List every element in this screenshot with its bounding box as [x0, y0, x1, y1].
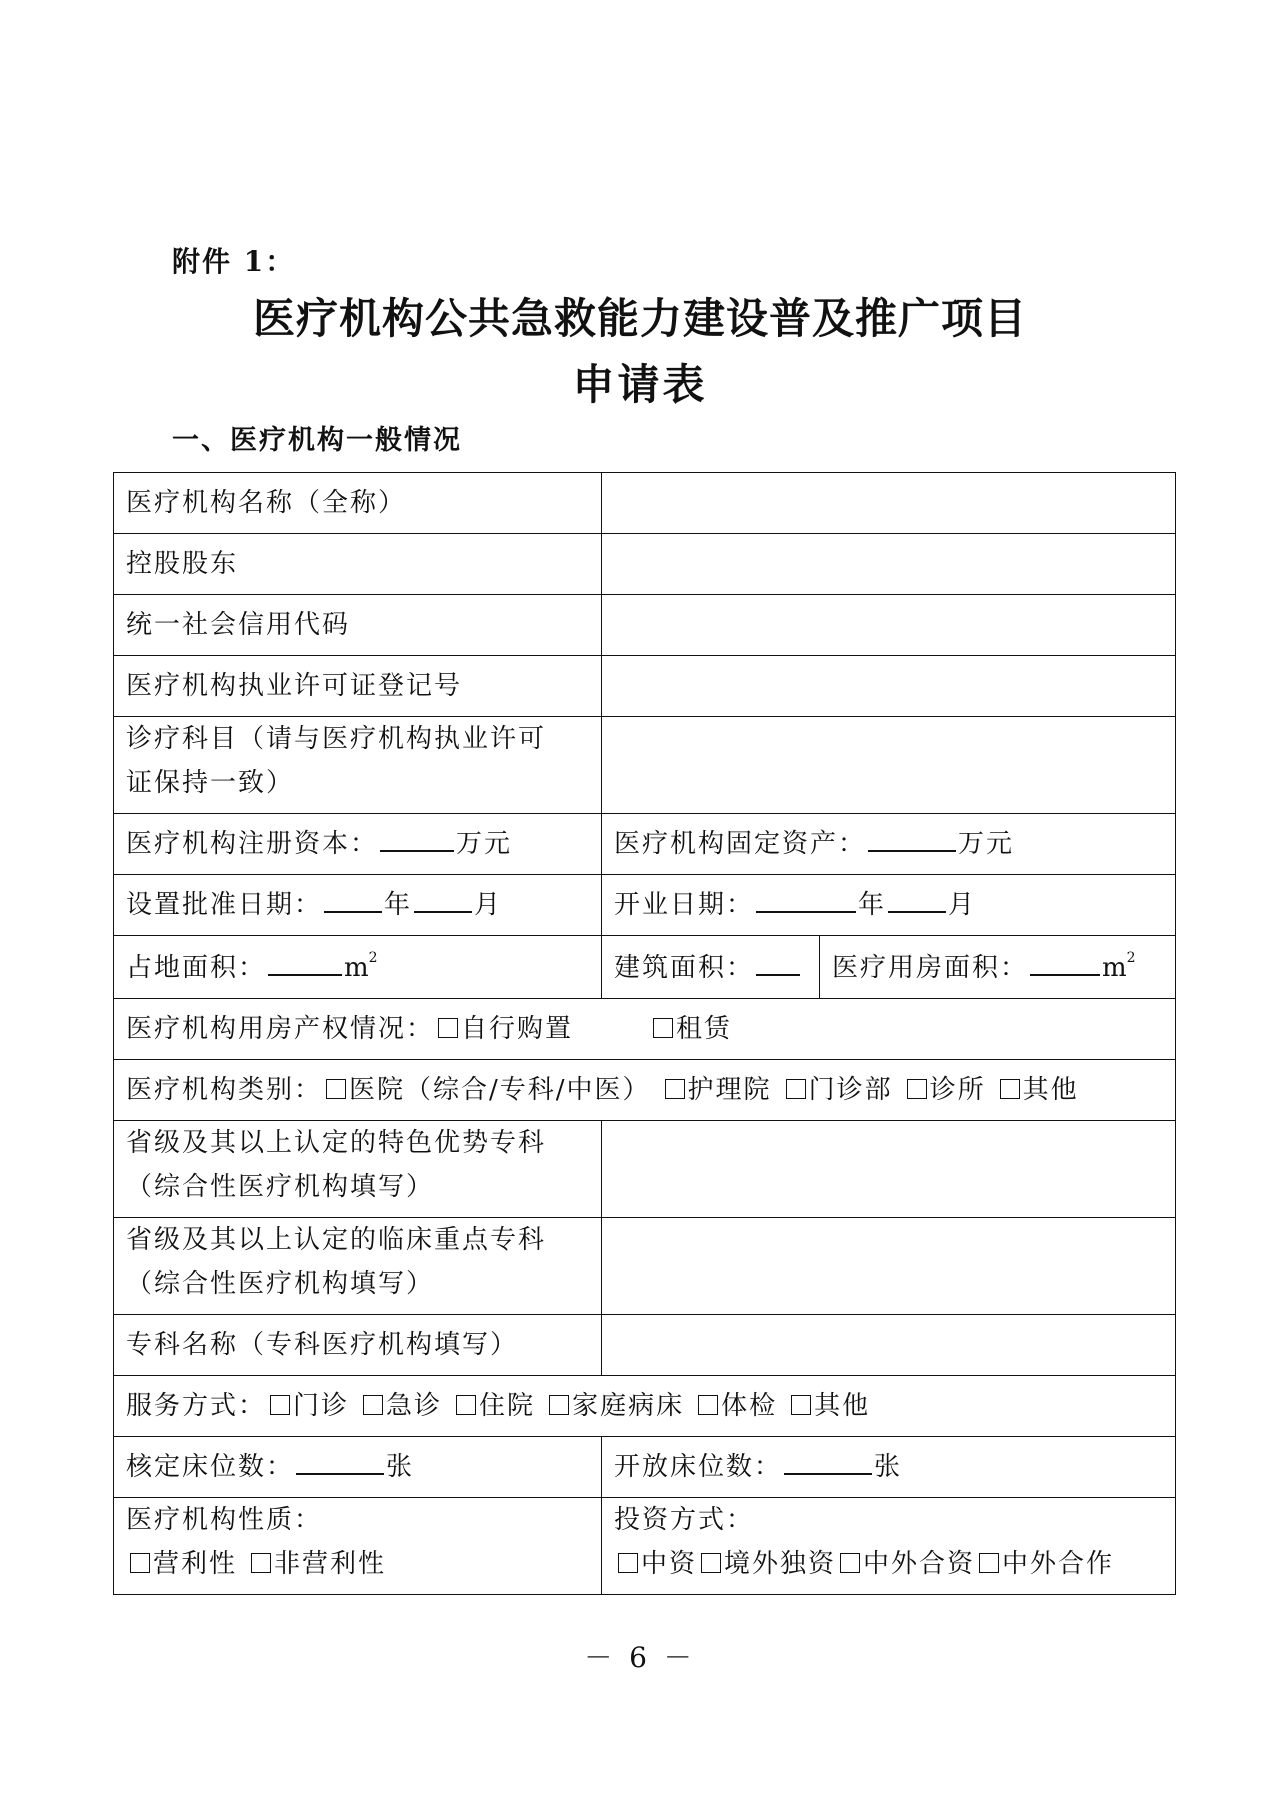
registered-capital-cell	[114, 814, 602, 875]
land-area-label: 占地面积：	[126, 953, 267, 983]
land-area-cell	[114, 936, 602, 999]
option-clinic: 诊所	[929, 1075, 986, 1105]
option-foreign-owned: 境外独资	[724, 1549, 837, 1579]
approval-date-cell	[114, 875, 602, 936]
year-label: 年	[858, 890, 887, 920]
medical-area-cell	[820, 936, 1176, 999]
checkbox-cooperative[interactable]	[979, 1553, 999, 1573]
building-area-label: 建筑面积：	[614, 953, 755, 983]
option-cooperative: 中外合作	[1002, 1549, 1115, 1579]
fixed-assets-label: 医疗机构固定资产：	[614, 829, 867, 859]
option-emergency: 急诊	[386, 1391, 443, 1421]
option-outpatient-dept: 门诊部	[808, 1075, 893, 1105]
property-rights-label: 医疗机构用房产权情况：	[126, 1014, 435, 1044]
fixed-assets-unit: 万元	[958, 829, 1015, 859]
investment-mode-label: 投资方式：	[614, 1505, 755, 1535]
registered-capital-input[interactable]	[380, 822, 454, 852]
opening-date-label: 开业日期：	[614, 890, 755, 920]
service-mode-cell	[114, 1376, 1176, 1437]
option-service-other: 其他	[814, 1391, 871, 1421]
checkbox-outpatient[interactable]	[270, 1395, 290, 1415]
checkbox-domestic-capital[interactable]	[618, 1553, 638, 1573]
checkbox-home-bed[interactable]	[549, 1395, 569, 1415]
beds-unit: 张	[874, 1452, 903, 1482]
clinical-key-specialty-label	[114, 1218, 602, 1315]
area-unit-superscript: 2	[1126, 950, 1136, 966]
option-inpatient: 住院	[479, 1391, 536, 1421]
option-hospital: 医院（综合/专科/中医）	[349, 1075, 651, 1105]
opening-date-cell	[602, 875, 1176, 936]
investment-mode-cell	[602, 1498, 1176, 1595]
departments-label	[114, 717, 602, 814]
specialty-name-label: 专科名称（专科医疗机构填写）	[114, 1315, 602, 1376]
fixed-assets-cell	[602, 814, 1176, 875]
specialty-name-field[interactable]	[602, 1315, 1176, 1376]
category-label: 医疗机构类别：	[126, 1075, 323, 1105]
credit-code-field[interactable]	[602, 595, 1176, 656]
provincial-specialty-line2: （综合性医疗机构填写）	[126, 1172, 435, 1202]
checkbox-joint-venture[interactable]	[840, 1553, 860, 1573]
option-home-bed: 家庭病床	[572, 1391, 685, 1421]
building-area-input[interactable]	[756, 946, 800, 976]
medical-area-label: 医疗用房面积：	[832, 953, 1029, 983]
open-beds-input[interactable]	[784, 1445, 872, 1475]
opening-month-input[interactable]	[888, 883, 946, 913]
approval-date-label: 设置批准日期：	[126, 890, 323, 920]
provincial-specialty-label	[114, 1121, 602, 1218]
checkbox-lease[interactable]	[653, 1018, 673, 1038]
month-label: 月	[948, 890, 977, 920]
departments-field[interactable]	[602, 717, 1176, 814]
checkbox-nursing-home[interactable]	[665, 1079, 685, 1099]
option-non-profit: 非营利性	[274, 1549, 387, 1579]
property-rights-cell	[114, 999, 1176, 1060]
fixed-assets-input[interactable]	[868, 822, 956, 852]
approval-year-input[interactable]	[324, 883, 382, 913]
option-for-profit: 营利性	[153, 1549, 238, 1579]
area-unit: m	[1102, 953, 1127, 983]
checkbox-clinic[interactable]	[907, 1079, 927, 1099]
license-number-label: 医疗机构执业许可证登记号	[114, 656, 602, 717]
clinical-key-specialty-field[interactable]	[602, 1218, 1176, 1315]
checkbox-outpatient-dept[interactable]	[786, 1079, 806, 1099]
category-cell	[114, 1060, 1176, 1121]
checkbox-non-profit[interactable]	[251, 1553, 271, 1573]
approval-month-input[interactable]	[414, 883, 472, 913]
option-nursing-home: 护理院	[687, 1075, 772, 1105]
institution-nature-label: 医疗机构性质：	[126, 1505, 323, 1535]
checkbox-foreign-owned[interactable]	[701, 1553, 721, 1573]
form-title: 医疗机构公共急救能力建设普及推广项目	[252, 294, 1027, 343]
building-area-cell	[602, 936, 820, 999]
page-number: － 6 －	[584, 1641, 696, 1674]
area-unit: m	[344, 953, 369, 983]
checkbox-service-other[interactable]	[791, 1395, 811, 1415]
land-area-input[interactable]	[268, 946, 342, 976]
institution-name-field[interactable]	[602, 473, 1176, 534]
application-form-table	[113, 472, 1176, 1595]
option-lease: 租赁	[676, 1014, 733, 1044]
shareholder-label: 控股股东	[114, 534, 602, 595]
credit-code-label: 统一社会信用代码	[114, 595, 602, 656]
opening-year-input[interactable]	[756, 883, 856, 913]
clinical-key-line1: 省级及其以上认定的临床重点专科	[126, 1225, 547, 1255]
form-title-line2: 申请表	[572, 360, 708, 409]
approved-beds-input[interactable]	[296, 1445, 384, 1475]
option-joint-venture: 中外合资	[863, 1549, 976, 1579]
checkbox-hospital[interactable]	[326, 1079, 346, 1099]
attachment-label: 附件 1：	[172, 245, 296, 278]
medical-area-input[interactable]	[1030, 946, 1100, 976]
institution-name-label: 医疗机构名称（全称）	[114, 473, 602, 534]
departments-label-line1: 诊疗科目（请与医疗机构执业许可	[126, 724, 547, 754]
section-heading: 一、医疗机构一般情况	[172, 425, 462, 456]
checkbox-category-other[interactable]	[1000, 1079, 1020, 1099]
open-beds-cell	[602, 1437, 1176, 1498]
area-unit-superscript: 2	[368, 950, 378, 966]
open-beds-label: 开放床位数：	[614, 1452, 783, 1482]
checkbox-physical-exam[interactable]	[698, 1395, 718, 1415]
option-physical-exam: 体检	[721, 1391, 778, 1421]
registered-capital-label: 医疗机构注册资本：	[126, 829, 379, 859]
service-mode-label: 服务方式：	[126, 1391, 267, 1421]
checkbox-own-purchase[interactable]	[438, 1018, 458, 1038]
month-label: 月	[474, 890, 503, 920]
shareholder-field[interactable]	[602, 534, 1176, 595]
checkbox-inpatient[interactable]	[456, 1395, 476, 1415]
registered-capital-unit: 万元	[456, 829, 513, 859]
departments-label-line2: 证保持一致）	[126, 768, 295, 798]
checkbox-for-profit[interactable]	[130, 1553, 150, 1573]
institution-nature-cell	[114, 1498, 602, 1595]
option-category-other: 其他	[1022, 1075, 1079, 1105]
beds-unit: 张	[386, 1452, 415, 1482]
clinical-key-line2: （综合性医疗机构填写）	[126, 1269, 435, 1299]
license-number-field[interactable]	[602, 656, 1176, 717]
year-label: 年	[384, 890, 413, 920]
provincial-specialty-line1: 省级及其以上认定的特色优势专科	[126, 1128, 547, 1158]
option-own-purchase: 自行购置	[461, 1014, 574, 1044]
provincial-specialty-field[interactable]	[602, 1121, 1176, 1218]
checkbox-emergency[interactable]	[363, 1395, 383, 1415]
approved-beds-cell	[114, 1437, 602, 1498]
option-outpatient: 门诊	[293, 1391, 350, 1421]
approved-beds-label: 核定床位数：	[126, 1452, 295, 1482]
option-domestic-capital: 中资	[641, 1549, 698, 1579]
